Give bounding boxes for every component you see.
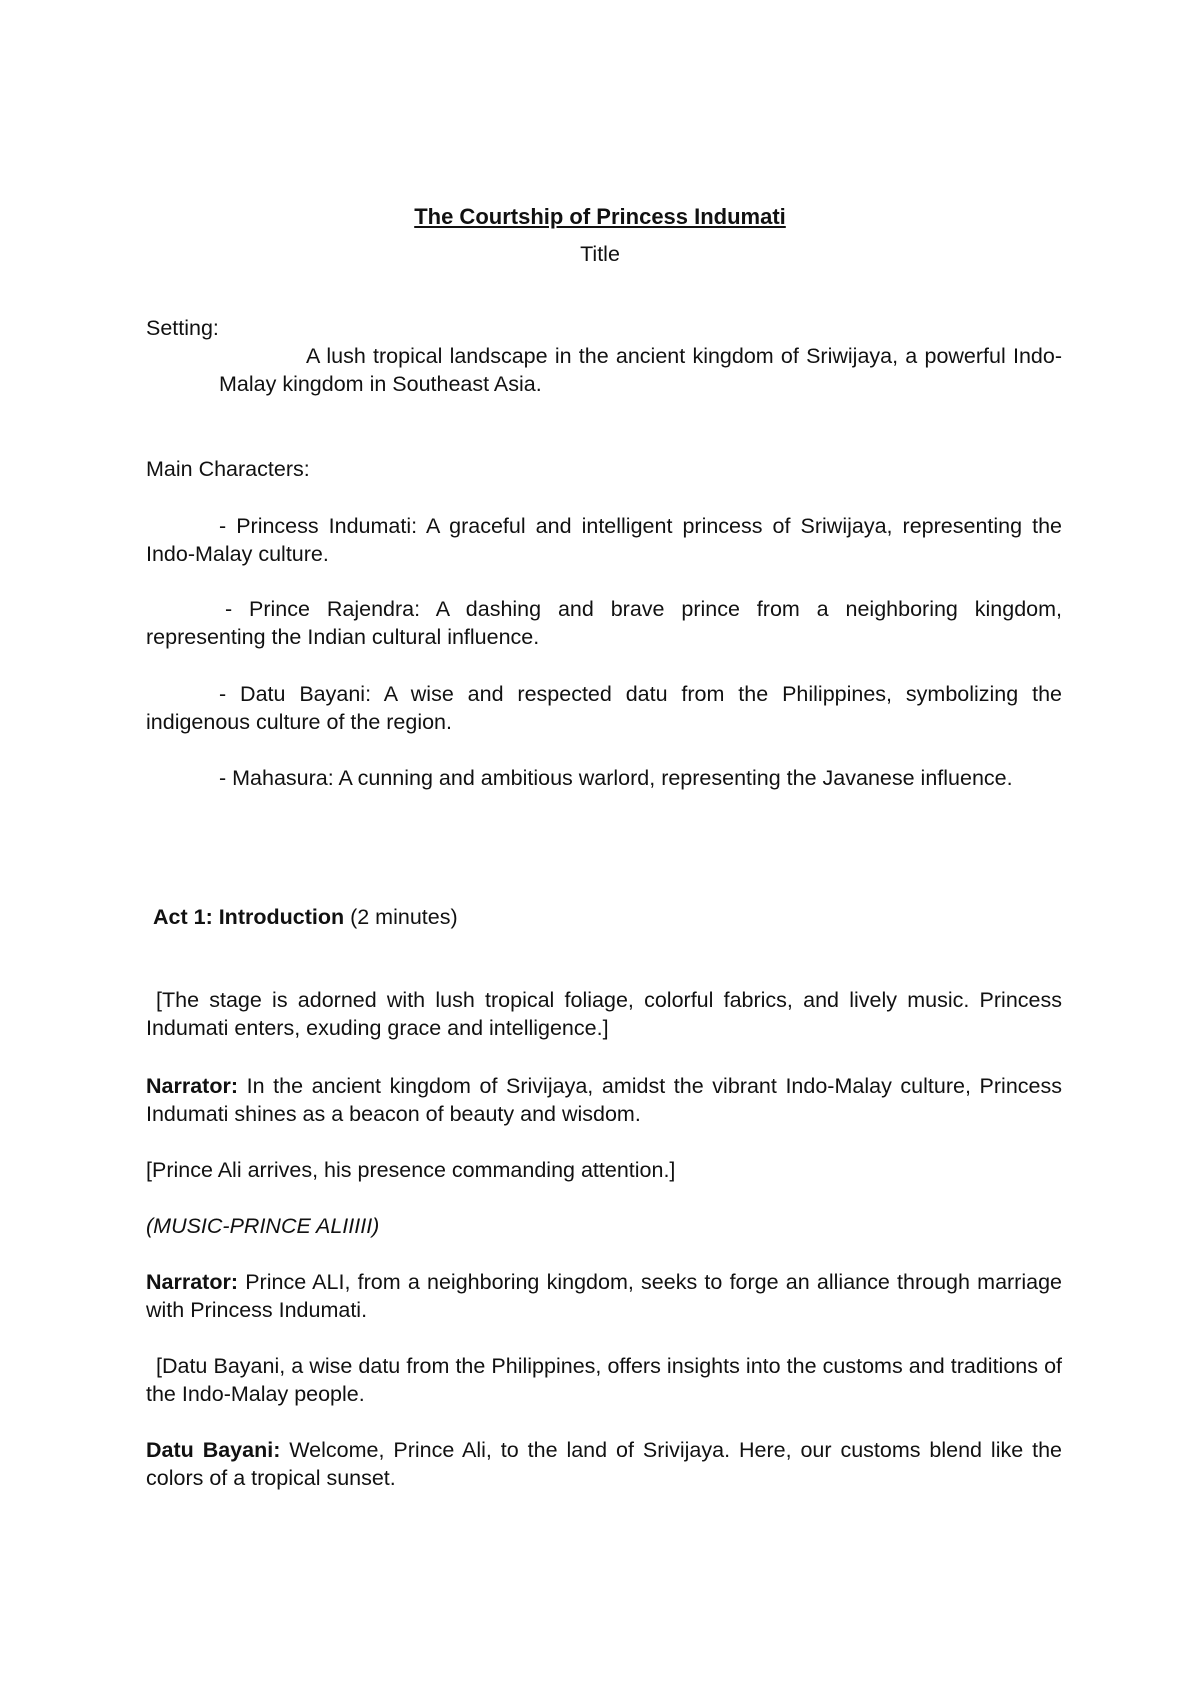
stage-direction-1: [The stage is adorned with lush tropical foliage, colorful fabrics, and lively music. Princess Indumati enters, exuding grace and intelligence.] (146, 988, 1062, 1040)
setting-text: A lush tropical landscape in the ancient kingdom of Sriwijaya, a powerful Indo-Malay kingdom in Southeast Asia. (219, 344, 1062, 396)
speaker-narrator-2: Narrator: (146, 1270, 238, 1294)
datu-bayani-line-1-text: Welcome, Prince Ali, to the land of Srivijaya. Here, our customs blend like the colors of a tropical sunset. (146, 1438, 1062, 1490)
speaker-narrator: Narrator: (146, 1074, 238, 1098)
act1-heading-bold: Act 1: Introduction (153, 905, 345, 929)
speaker-datu-bayani: Datu Bayani: (146, 1438, 281, 1462)
character-datu-bayani: - Datu Bayani: A wise and respected datu from the Philippines, symbolizing the indigenous culture of the region. (146, 682, 1062, 734)
music-cue: (MUSIC-PRINCE ALIIIII) (146, 1214, 380, 1238)
act1-heading (153, 903, 458, 931)
document-subtitle: Title (580, 242, 620, 266)
narrator-line-1-text: In the ancient kingdom of Srivijaya, amidst the vibrant Indo-Malay culture, Princess Indumati shines as a beacon of beauty and wisdom. (146, 1074, 1062, 1126)
stage-direction-3: [Datu Bayani, a wise datu from the Philippines, offers insights into the customs and traditions of the Indo-Malay people. (146, 1354, 1062, 1406)
act1-heading-duration: (2 minutes) (344, 905, 458, 929)
character-mahasura: - Mahasura: A cunning and ambitious warlord, representing the Javanese influence. (219, 766, 1013, 790)
main-characters-label: Main Characters: (146, 457, 310, 481)
stage-direction-2: [Prince Ali arrives, his presence commanding attention.] (146, 1158, 676, 1182)
narrator-line-1 (146, 1072, 1062, 1128)
setting-label: Setting: (146, 316, 219, 340)
narrator-line-2-text: Prince ALI, from a neighboring kingdom, seeks to forge an alliance through marriage with Princess Indumati. (146, 1270, 1062, 1322)
narrator-line-2 (146, 1268, 1062, 1324)
datu-bayani-line-1 (146, 1436, 1062, 1492)
character-princess-indumati: - Princess Indumati: A graceful and intelligent princess of Sriwijaya, representing the Indo-Malay culture. (146, 514, 1062, 566)
document-title: The Courtship of Princess Indumati (414, 204, 786, 229)
character-prince-rajendra: - Prince Rajendra: A dashing and brave prince from a neighboring kingdom, representing the Indian cultural influence. (146, 597, 1062, 649)
